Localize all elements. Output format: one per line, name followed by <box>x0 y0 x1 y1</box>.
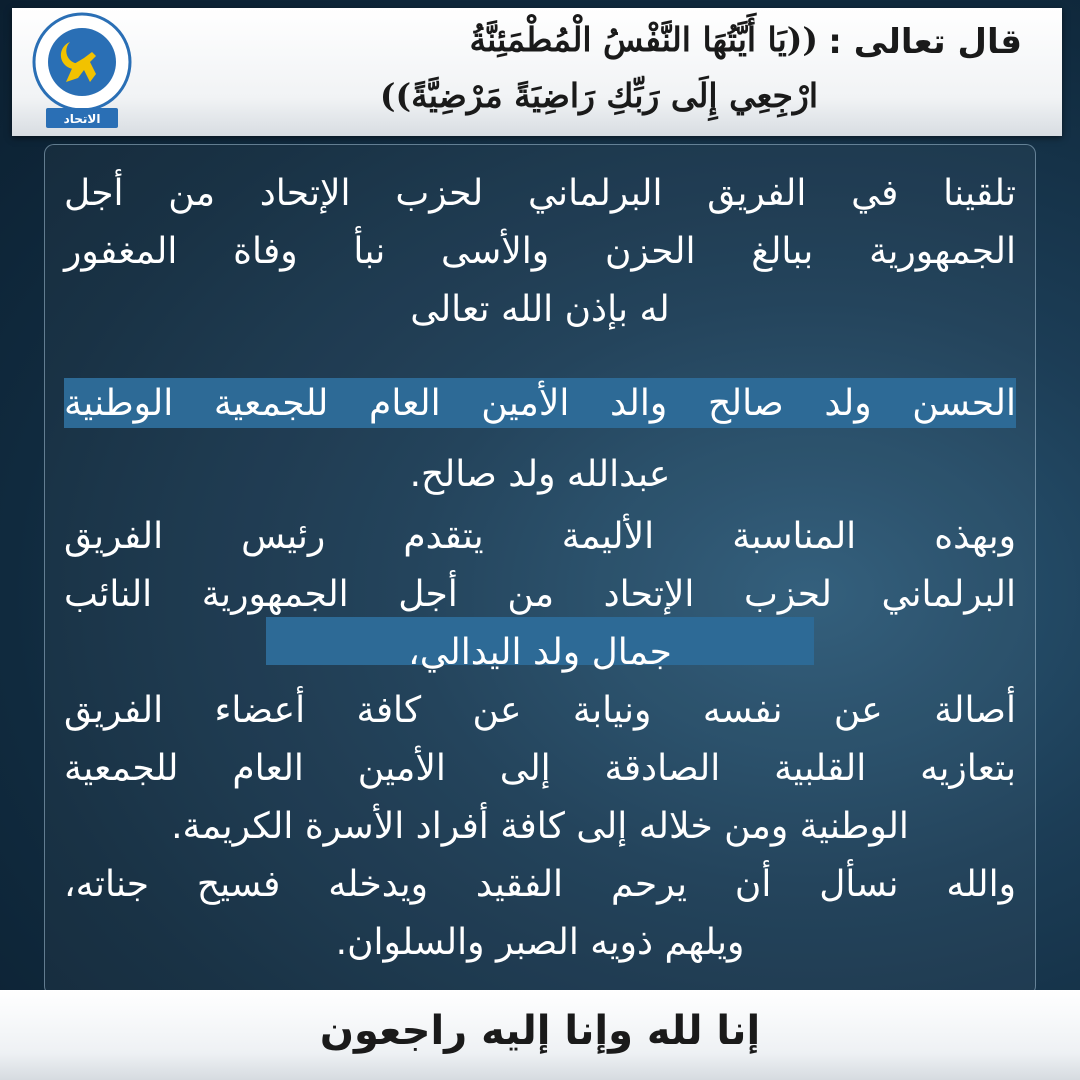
body-line: والله نسأل أن يرحم الفقيد ويدخله فسيح جناته، <box>64 864 1016 905</box>
deceased-name <box>64 375 1016 433</box>
body-line: بتعازيه القلبية الصادقة إلى الأمين العام للجمعية <box>64 748 1016 789</box>
svg-text:الاتحاد: الاتحاد <box>63 112 101 126</box>
body-line: جمال ولد اليدالي، <box>408 632 672 673</box>
body-line: الحسن ولد صالح والد الأمين العام للجمعية الوطنية <box>64 383 1016 424</box>
body-line: الوطنية ومن خلاله إلى كافة أفراد الأسرة الكريمة. <box>171 806 909 847</box>
body-line: ويلهم ذويه الصبر والسلوان. <box>335 922 745 963</box>
verse-line-1: ((يَا أَيَّتُهَا النَّفْسُ الْمُطْمَئِنَّةُ <box>469 20 818 59</box>
body-line: الجمهورية ببالغ الحزن والأسى نبأ وفاة المغفور <box>64 231 1016 272</box>
body-line: تلقينا في الفريق البرلماني لحزب الإتحاد من أجل <box>64 173 1016 214</box>
announcement-text-block-2 <box>64 508 1016 972</box>
body-line: وبهذه المناسبة الأليمة يتقدم رئيس الفريق <box>64 516 1016 557</box>
body-line: أصالة عن نفسه ونيابة عن كافة أعضاء الفريق <box>64 690 1016 731</box>
body-line: البرلماني لحزب الإتحاد من أجل الجمهورية النائب <box>64 574 1016 615</box>
verse-line-2: ارْجِعِي إِلَى رَبِّكِ رَاضِيَةً مَرْضِيَّةً)) <box>379 76 818 115</box>
body-line: عبدالله ولد صالح. <box>409 454 671 495</box>
party-logo <box>26 12 138 132</box>
verse-intro: قال تعالى : <box>828 22 1022 62</box>
secretary-name <box>64 446 1016 504</box>
closing-phrase: إنا لله وإنا إليه راجعون <box>319 1008 761 1054</box>
announcement-text-block-1 <box>64 165 1016 339</box>
body-line: له بإذن الله تعالى <box>410 289 670 330</box>
